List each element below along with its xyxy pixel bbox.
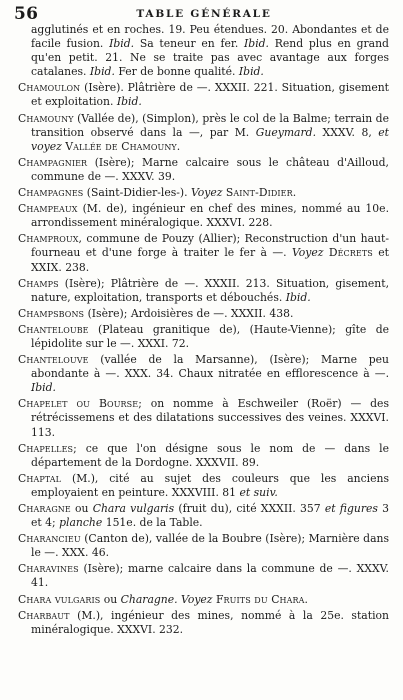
headword: Fruits du Chara. — [215, 592, 309, 606]
italic-text: planche — [59, 516, 103, 530]
entry-text: et XXIX. 238. — [31, 246, 389, 274]
index-entry — [18, 202, 389, 230]
italic-text: et figures — [324, 502, 378, 515]
entry-text: (Vallée de), (Simplon), près le col de la Balme; terrain de transition observé dans la —, par M. — [31, 111, 389, 139]
page-number: 56 — [14, 4, 39, 24]
entry-text: ; ce que l'on désigne sous le nom de — dans le département de la Dordogne. XXXVII. 89. — [31, 441, 389, 469]
entry-text: (Saint-Didier-les-). — [83, 186, 191, 200]
page-header — [14, 6, 394, 24]
entry-text: (M. de), ingénieur en chef des mines, nommé au 10e. arrondissement minéralogique. XXXVI. 228. — [31, 202, 389, 230]
headword: Décrets — [328, 246, 373, 260]
headword: Champsbons — [18, 306, 85, 320]
index-entry — [18, 472, 389, 500]
index-entry — [18, 353, 389, 395]
entry-text: Rend plus en grand qu'en petit. 21. Ne se traite pas avec avantage aux forges catalanes. — [31, 37, 389, 79]
headword: Chapelet ou Bourse — [18, 397, 139, 411]
entry-text: XXXV. 8, — [316, 125, 379, 139]
italic-text: Voyez — [291, 246, 324, 260]
italic-text: Ibid. — [238, 65, 264, 79]
index-entry — [18, 186, 389, 200]
index-entry — [18, 112, 389, 154]
index-entry — [18, 502, 389, 530]
italic-text: et suiv. — [239, 485, 278, 499]
entry-text: ou — [70, 502, 93, 515]
headword: Charbaut — [18, 608, 70, 622]
entry-text: (Isère). Plâtrière de —. XXXII. 221. Situation, gisement et exploitation. — [31, 81, 389, 109]
italic-text: Ibid. — [31, 381, 56, 395]
headword: Chantelouve — [18, 353, 89, 367]
index-entry — [18, 323, 389, 351]
headword: Chara vulgaris — [18, 592, 101, 606]
italic-text: Ibid. — [89, 65, 115, 79]
index-entry — [18, 156, 389, 184]
italic-text: Ibid. — [116, 95, 142, 109]
entry-continuation — [18, 23, 389, 79]
italic-text: Gueymard. — [255, 125, 316, 139]
index-entry — [18, 307, 389, 321]
headword: Chaptal — [18, 471, 62, 485]
headword: Champs — [18, 276, 59, 290]
entry-text: (Plateau granitique de), (Haute-Vienne); gîte de lépidolite sur le —. XXXI. 72. — [31, 322, 389, 350]
entry-text: ; on nomme à Eschweiler (Roër) — des rétrécissemens et des dilatations successives des veines. XXXVI. 113. — [31, 397, 389, 439]
italic-text: Voyez — [181, 592, 213, 606]
index-entry — [18, 562, 389, 590]
headword: Champeaux — [18, 202, 78, 216]
entry-text: (Isère); Plâtrière de —. XXXII. 213. Situation, gisement, nature, exploitation, transports et débouchés. — [31, 276, 389, 304]
headword: Chapelles — [18, 441, 74, 455]
entry-text: Fer de bonne qualité. — [114, 65, 239, 79]
entry-text: Sa teneur en fer. — [134, 37, 245, 51]
entry-text: , commune de Pouzy (Allier); Reconstruction d'un haut-fourneau et d'une forge à traiter le fer à —. — [31, 232, 389, 260]
headword: Chamouny — [18, 111, 74, 125]
italic-text: et voyez — [31, 125, 390, 153]
index-entry — [18, 442, 389, 470]
italic-text: Ibid. — [109, 37, 135, 51]
italic-text: Chara vulgaris — [92, 502, 175, 515]
index-entry — [18, 593, 389, 607]
headword: Chanteloube — [18, 322, 89, 336]
entry-text: (Canton de), vallée de la Boubre (Isère); Marnière dans le —. XXX. 46. — [31, 532, 389, 560]
index-entry — [18, 532, 389, 560]
entry-text: (M.), cité au sujet des couleurs que les anciens employaient en peinture. XXXVIII. 81 — [31, 471, 389, 499]
entry-text: (fruit du), cité XXXII. 357 — [174, 502, 325, 515]
entry-text: (vallée de la Marsanne), (Isère); Marne peu abondante à —. XXX. 34. Chaux nitratée en efflorescence à —. — [31, 353, 389, 381]
index-entry — [18, 232, 389, 274]
entry-text: (M.), ingénieur des mines, nommé à la 25e. station minéralogique. XXXVI. 232. — [31, 608, 389, 636]
index-entries — [18, 23, 389, 639]
index-entry — [18, 397, 389, 439]
headword: Charancieu — [18, 532, 81, 546]
running-title: TABLE GÉNÉRALE — [136, 8, 272, 20]
entry-text: ou — [100, 592, 121, 606]
headword: Champagnes — [18, 186, 84, 200]
entry-text: 3 et 4; — [31, 502, 389, 530]
headword: Vallée de Chamouny. — [65, 139, 181, 153]
italic-text: Ibid. — [285, 290, 311, 304]
italic-text: Charagne. — [120, 592, 178, 606]
headword: Saint-Didier. — [225, 186, 297, 200]
index-entry — [18, 609, 389, 637]
headword: Champagnier — [18, 155, 88, 169]
entry-text: 151e. de la Table. — [102, 516, 203, 530]
entry-text: agglutinés et en roches. 19. Peu étendues. 20. Abondantes et de facile fusion. — [31, 23, 389, 51]
index-entry — [18, 277, 389, 305]
italic-text: Ibid. — [244, 37, 269, 51]
entry-text: (Isère); Ardoisières de —. XXXII. 438. — [84, 306, 294, 320]
index-entry — [18, 81, 389, 109]
italic-text: Voyez — [191, 186, 223, 200]
entry-text: (Isère); marne calcaire dans la commune de —. XXXV. 41. — [31, 562, 389, 590]
headword: Champroux — [18, 232, 79, 246]
headword: Charavines — [18, 562, 79, 576]
headword: Charagne — [18, 502, 71, 515]
entry-text: (Isère); Marne calcaire sous le château d'Ailloud, commune de —. XXXV. 39. — [31, 155, 389, 183]
headword: Chamoulon — [18, 81, 81, 95]
